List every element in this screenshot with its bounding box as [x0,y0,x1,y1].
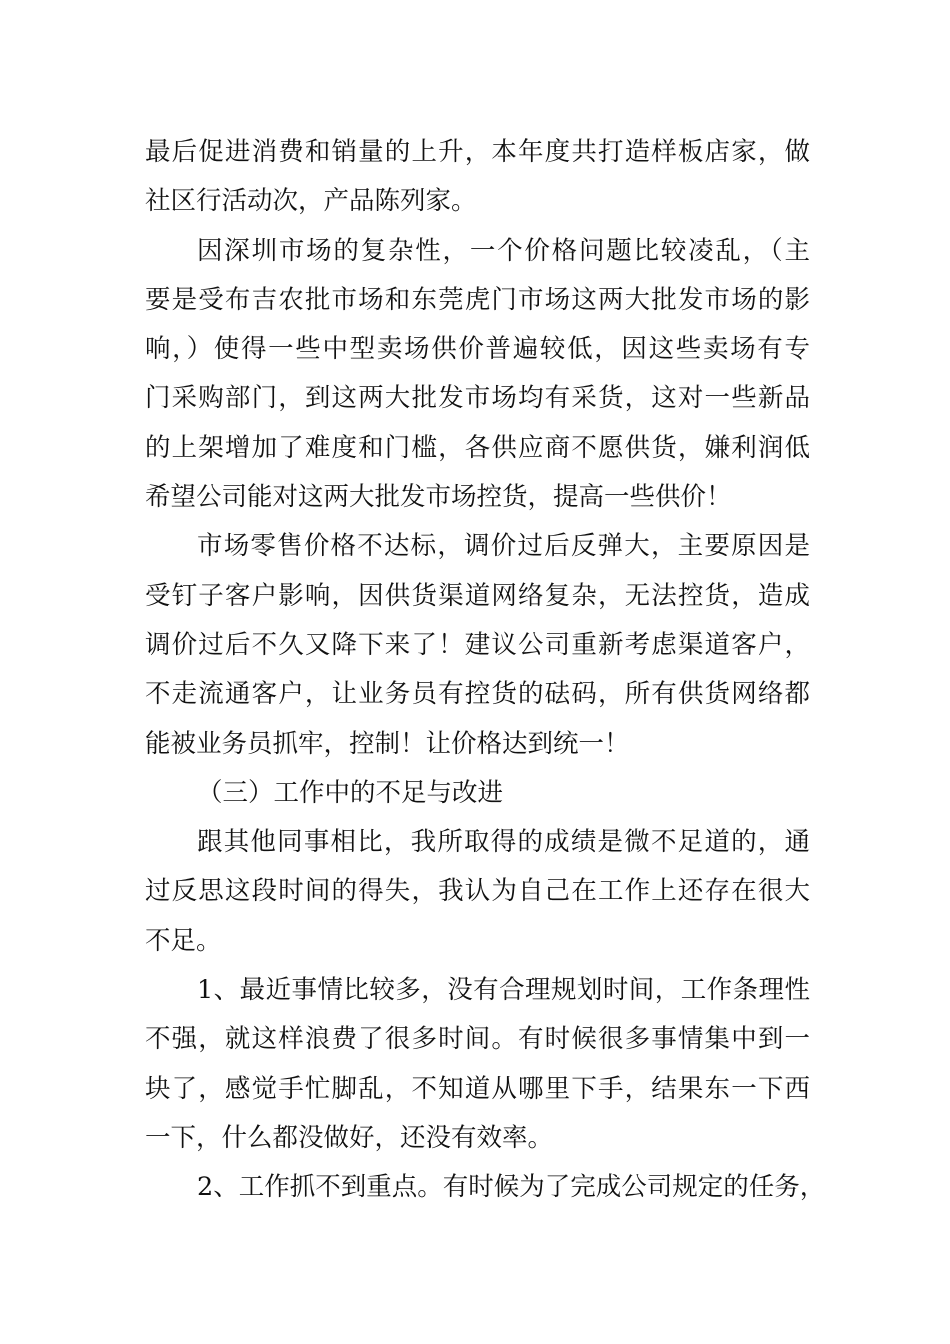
paragraph-first-line: 跟其他同事相比，我所取得的成绩是微不足道的，通 [197,827,810,858]
text-line: 社区行活动次，产品陈列家。 [145,186,477,217]
text-line: 调价过后不久又降下来了！建议公司重新考虑渠道客户， [145,629,810,660]
text-line: 响，）使得一些中型卖场供价普遍较低，因这些卖场有专 [145,334,810,365]
paragraph-first-line: 因深圳市场的复杂性，一个价格问题比较凌乱，（主 [197,235,810,266]
text-line: 门采购部门，到这两大批发市场均有采货，这对一些新品 [145,383,810,414]
section-heading: （三）工作中的不足与改进 [197,777,504,808]
text-line: 一下，什么都没做好，还没有效率。 [145,1122,554,1153]
list-item-first-line: 1、最近事情比较多，没有合理规划时间，工作条理性 [197,975,810,1006]
document-body [145,128,826,1213]
text-line: 不走流通客户，让业务员有控货的砝码，所有供货网络都 [145,679,810,710]
text-line: 希望公司能对这两大批发市场控货，提高一些供价！ [145,482,732,513]
text-line: 受钉子客户影响，因供货渠道网络复杂，无法控货，造成 [145,580,810,611]
text-line: 要是受布吉农批市场和东莞虎门市场这两大批发市场的影 [145,284,810,315]
text-line: 不足。 [145,925,222,956]
text-line: 不强，就这样浪费了很多时间。有时候很多事情集中到一 [145,1024,810,1055]
text-line: 最后促进消费和销量的上升，本年度共打造样板店家，做 [145,137,810,167]
text-line: 过反思这段时间的得失，我认为自己在工作上还存在很大 [145,876,810,907]
paragraph-first-line: 市场零售价格不达标，调价过后反弹大，主要原因是 [197,531,810,562]
list-item-first-line: 2、工作抓不到重点。有时候为了完成公司规定的任务， [197,1172,826,1203]
text-line: 的上架增加了难度和门槛，各供应商不愿供货，嫌利润低 [145,432,810,463]
text-line: 能被业务员抓牢，控制！让价格达到统一！ [145,728,630,759]
text-line: 块了，感觉手忙脚乱，不知道从哪里下手，结果东一下西 [145,1073,810,1104]
